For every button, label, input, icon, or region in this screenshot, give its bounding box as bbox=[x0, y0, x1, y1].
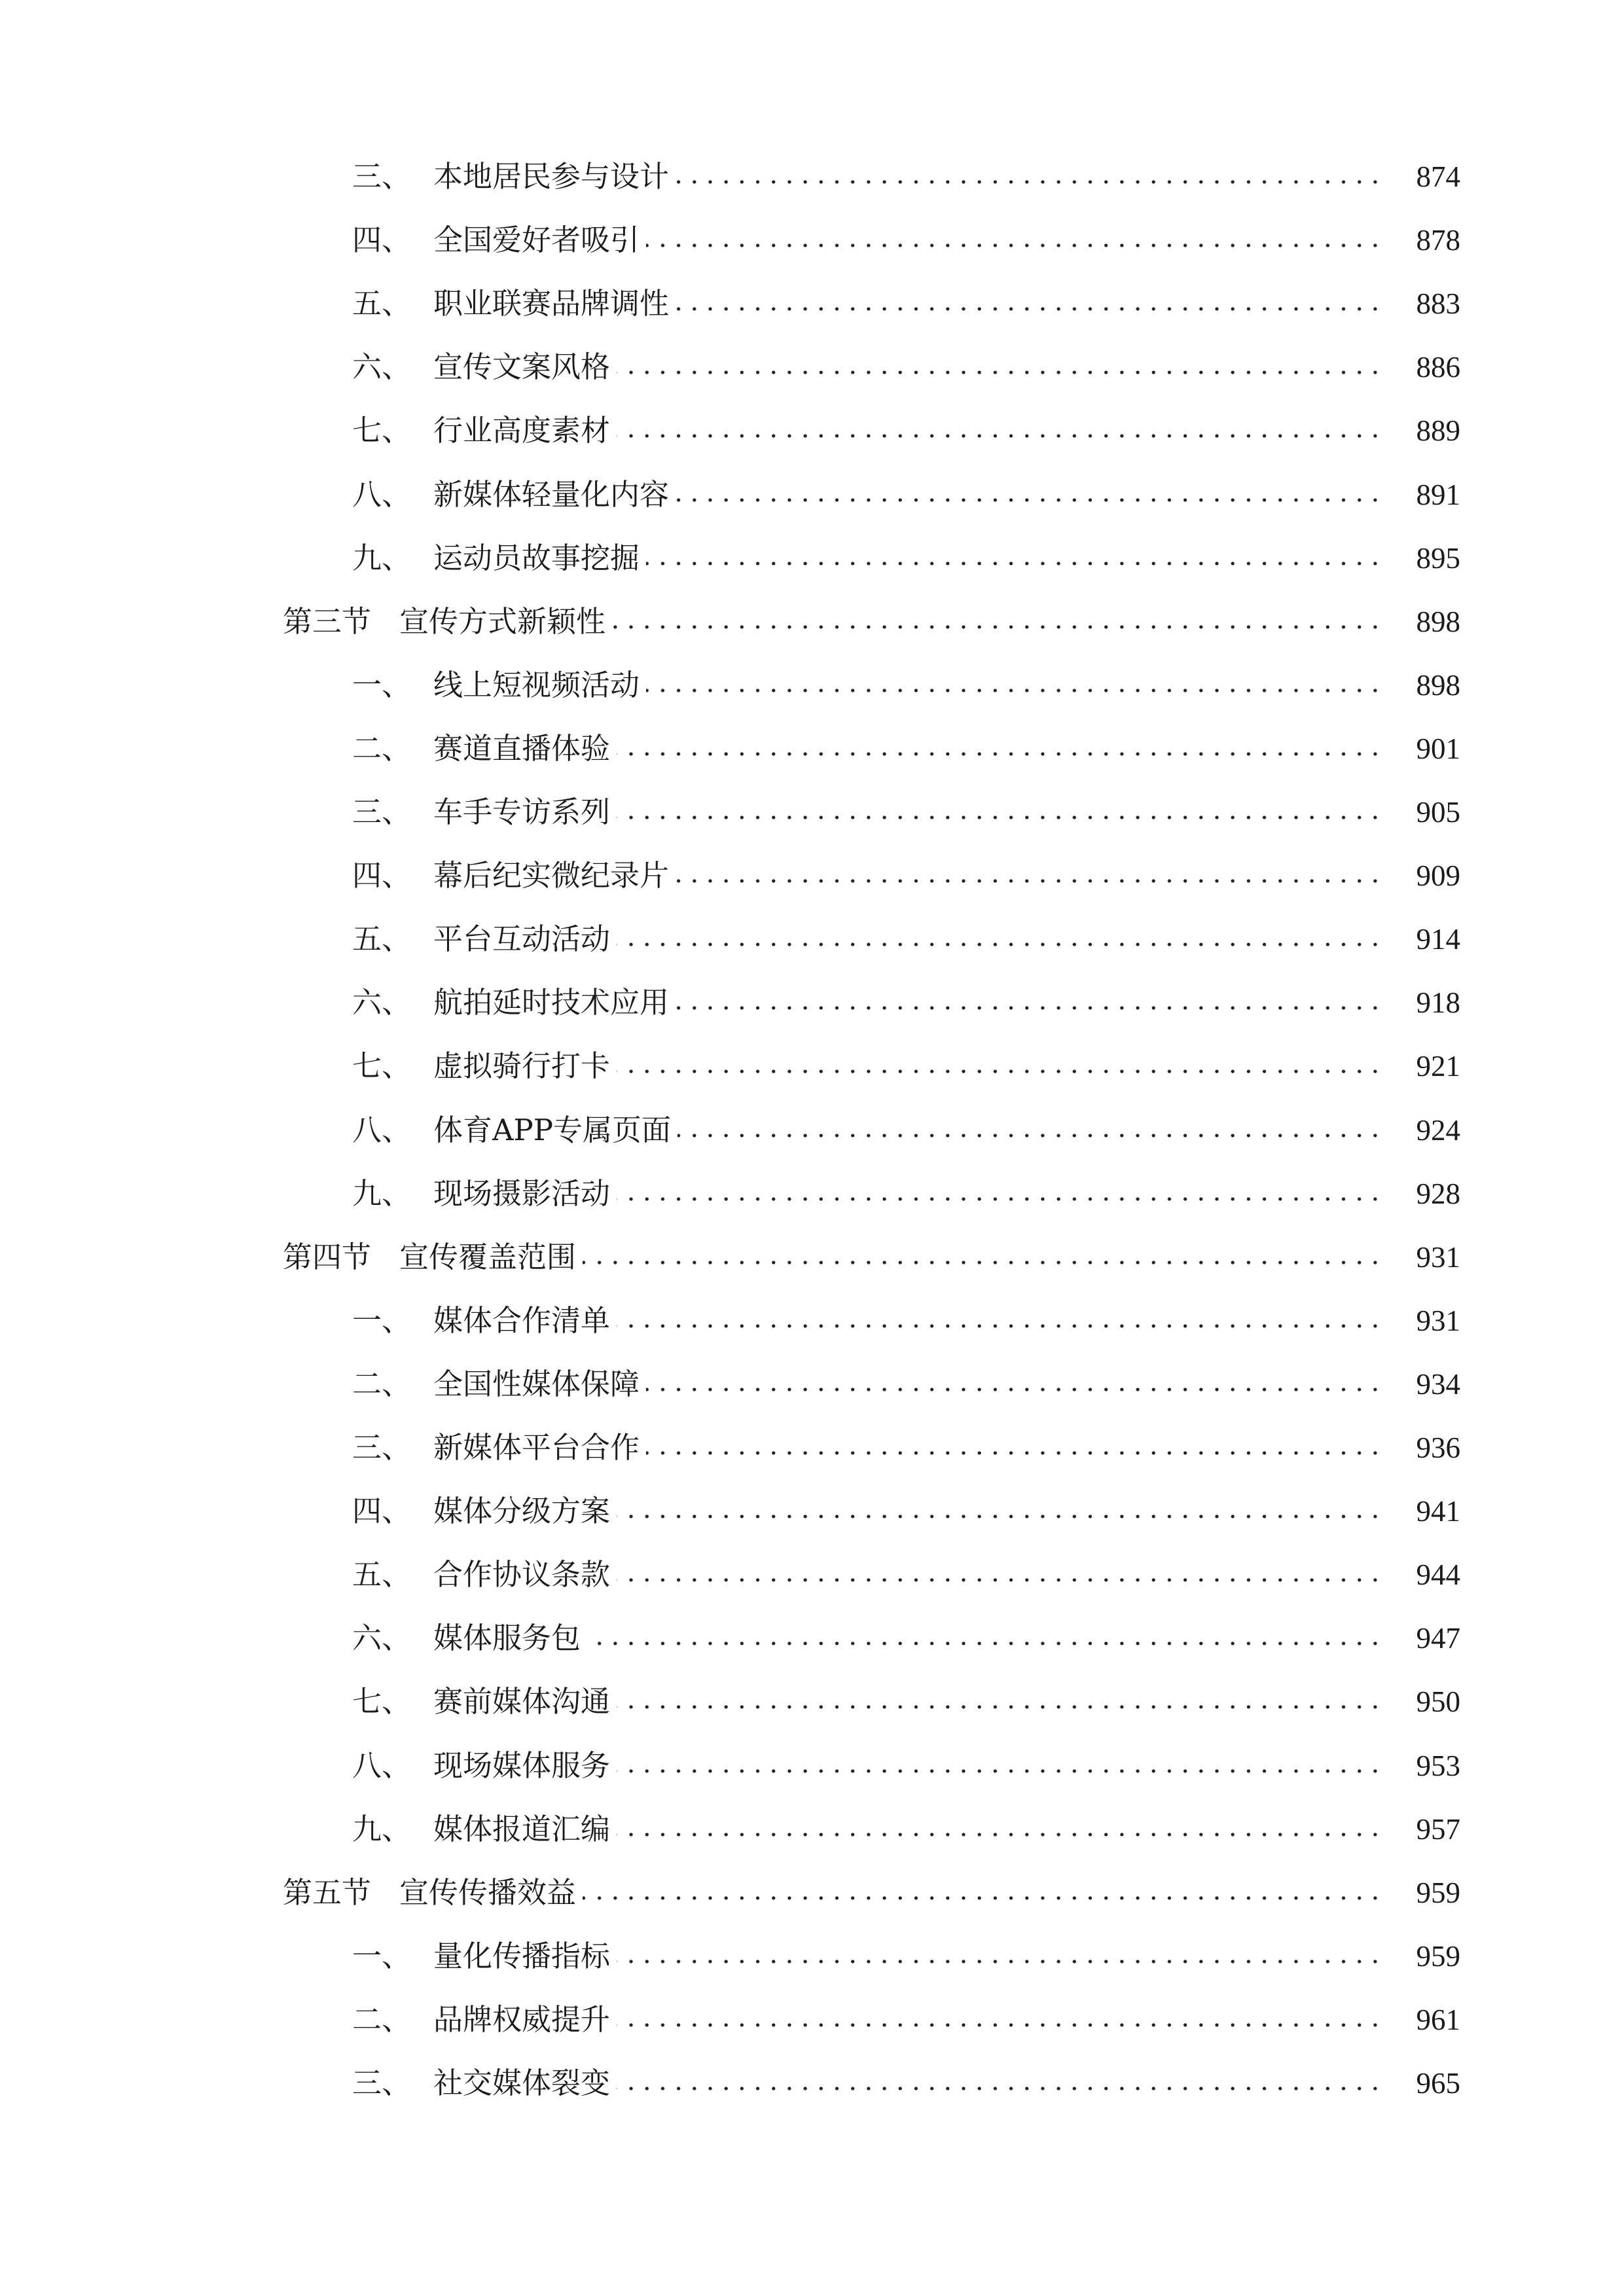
toc-section-entry[interactable] bbox=[0, 1873, 1624, 1912]
toc-subsection-entry[interactable] bbox=[0, 411, 1624, 450]
dot-leader bbox=[617, 1323, 1383, 1329]
toc-entry-page-number: 918 bbox=[1416, 986, 1460, 1019]
toc-entry-title: 幕后纪实微纪录片 bbox=[433, 858, 670, 893]
toc-subsection-entry[interactable] bbox=[0, 1937, 1624, 1976]
toc-entry-page-number: 934 bbox=[1416, 1368, 1460, 1401]
toc-section-entry[interactable] bbox=[0, 602, 1624, 641]
dot-leader bbox=[617, 2085, 1383, 2092]
toc-entry-page-number: 957 bbox=[1416, 1813, 1460, 1846]
toc-entry-title: 新媒体平台合作 bbox=[433, 1430, 640, 1465]
toc-entry-page-number: 886 bbox=[1416, 351, 1460, 384]
toc-entry-title: 品牌权威提升 bbox=[433, 2002, 611, 2037]
toc-entry-title: 量化传播指标 bbox=[433, 1939, 611, 1973]
toc-entry-page-number: 921 bbox=[1416, 1050, 1460, 1083]
toc-entry-page-number: 931 bbox=[1416, 1241, 1460, 1274]
toc-entry-page-number: 898 bbox=[1416, 669, 1460, 702]
toc-entry-title: 宣传方式新颖性 bbox=[399, 604, 606, 639]
toc-subsection-entry[interactable] bbox=[0, 1365, 1624, 1404]
toc-entry-title: 媒体分级方案 bbox=[433, 1494, 611, 1528]
toc-entry-title: 航拍延时技术应用 bbox=[433, 985, 670, 1020]
toc-entry-title: 赛前媒体沟通 bbox=[433, 1684, 611, 1719]
toc-entry-title: 虚拟骑行打卡 bbox=[433, 1049, 611, 1083]
dot-leader bbox=[646, 560, 1383, 567]
toc-entry-page-number: 959 bbox=[1416, 1876, 1460, 1909]
dot-leader bbox=[617, 1768, 1383, 1774]
toc-entry-number: 第五节 bbox=[283, 1875, 372, 1910]
toc-entry-title: 合作协议条款 bbox=[433, 1557, 611, 1592]
toc-entry-title: 社交媒体裂变 bbox=[433, 2066, 611, 2100]
toc-subsection-entry[interactable] bbox=[0, 1746, 1624, 1785]
toc-entry-page-number: 898 bbox=[1416, 605, 1460, 638]
toc-entry-number: 四、 bbox=[352, 223, 412, 257]
toc-subsection-entry[interactable] bbox=[0, 856, 1624, 895]
toc-entry-title: 全国爱好者吸引 bbox=[433, 223, 640, 257]
toc-entry-number: 三、 bbox=[352, 795, 412, 829]
dot-leader bbox=[617, 1196, 1383, 1202]
toc-entry-title: 职业联赛品牌调性 bbox=[433, 286, 670, 321]
toc-subsection-entry[interactable] bbox=[0, 157, 1624, 196]
toc-entry-page-number: 901 bbox=[1416, 732, 1460, 765]
toc-subsection-entry[interactable] bbox=[0, 1428, 1624, 1467]
toc-entry-page-number: 936 bbox=[1416, 1431, 1460, 1464]
toc-entry-number: 第三节 bbox=[283, 604, 372, 639]
toc-entry-number: 七、 bbox=[352, 413, 412, 448]
toc-subsection-entry[interactable] bbox=[0, 1301, 1624, 1340]
toc-entry-page-number: 950 bbox=[1416, 1685, 1460, 1718]
toc-entry-title: 全国性媒体保障 bbox=[433, 1367, 640, 1401]
toc-entry-title: 宣传文案风格 bbox=[433, 350, 611, 384]
toc-entry-page-number: 924 bbox=[1416, 1114, 1460, 1147]
dot-leader bbox=[676, 306, 1383, 312]
toc-entry-number: 六、 bbox=[352, 350, 412, 384]
dot-leader bbox=[646, 687, 1383, 694]
toc-entry-number: 七、 bbox=[352, 1684, 412, 1719]
toc-entry-page-number: 883 bbox=[1416, 287, 1460, 320]
toc-entry-title: 媒体报道汇编 bbox=[433, 1812, 611, 1846]
dot-leader bbox=[617, 1068, 1383, 1075]
toc-subsection-entry[interactable] bbox=[0, 284, 1624, 323]
dot-leader bbox=[676, 497, 1383, 503]
toc-entry-number: 三、 bbox=[352, 2066, 412, 2100]
toc-entry-title: 赛道直播体验 bbox=[433, 731, 611, 766]
toc-entry-title: 体育APP专属页面 bbox=[433, 1113, 672, 1147]
toc-entry-page-number: 914 bbox=[1416, 923, 1460, 956]
toc-entry-title: 宣传传播效益 bbox=[399, 1875, 577, 1910]
toc-entry-page-number: 941 bbox=[1416, 1495, 1460, 1528]
toc-subsection-entry[interactable] bbox=[0, 1555, 1624, 1594]
toc-subsection-entry[interactable] bbox=[0, 1174, 1624, 1213]
toc-entry-title: 本地居民参与设计 bbox=[433, 159, 670, 194]
toc-subsection-entry[interactable] bbox=[0, 1111, 1624, 1150]
dot-leader bbox=[612, 624, 1383, 630]
toc-entry-title: 车手专访系列 bbox=[433, 795, 611, 829]
toc-entry-number: 六、 bbox=[352, 1621, 412, 1655]
toc-entry-page-number: 905 bbox=[1416, 796, 1460, 829]
dot-leader bbox=[676, 1005, 1383, 1011]
toc-entry-page-number: 878 bbox=[1416, 224, 1460, 257]
toc-subsection-entry[interactable] bbox=[0, 539, 1624, 578]
toc-entry-number: 九、 bbox=[352, 1812, 412, 1846]
toc-entry-number: 九、 bbox=[352, 541, 412, 575]
dot-leader bbox=[617, 751, 1383, 757]
toc-entry-page-number: 874 bbox=[1416, 160, 1460, 193]
dot-leader bbox=[617, 1704, 1383, 1710]
toc-entry-number: 八、 bbox=[352, 477, 412, 512]
toc-entry-number: 二、 bbox=[352, 2002, 412, 2037]
toc-entry-number: 一、 bbox=[352, 668, 412, 702]
dot-leader bbox=[617, 1513, 1383, 1520]
toc-entry-page-number: 947 bbox=[1416, 1622, 1460, 1655]
dot-leader bbox=[617, 433, 1383, 439]
toc-subsection-entry[interactable] bbox=[0, 666, 1624, 705]
toc-subsection-entry[interactable] bbox=[0, 983, 1624, 1022]
toc-entry-title: 新媒体轻量化内容 bbox=[433, 477, 670, 512]
toc-entry-title: 运动员故事挖掘 bbox=[433, 541, 640, 575]
toc-subsection-entry[interactable] bbox=[0, 1047, 1624, 1086]
toc-subsection-entry[interactable] bbox=[0, 2064, 1624, 2103]
dot-leader bbox=[617, 941, 1383, 948]
dot-leader bbox=[617, 1831, 1383, 1838]
dot-leader bbox=[676, 878, 1383, 884]
toc-entry-number: 八、 bbox=[352, 1113, 412, 1147]
toc-subsection-entry[interactable] bbox=[0, 793, 1624, 832]
toc-entry-number: 八、 bbox=[352, 1748, 412, 1783]
toc-entry-number: 四、 bbox=[352, 858, 412, 893]
dot-leader bbox=[617, 1958, 1383, 1965]
toc-section-entry[interactable] bbox=[0, 1238, 1624, 1277]
dot-leader bbox=[587, 1640, 1383, 1647]
toc-entry-title: 线上短视频活动 bbox=[433, 668, 640, 702]
toc-subsection-entry[interactable] bbox=[0, 475, 1624, 514]
toc-subsection-entry[interactable] bbox=[0, 729, 1624, 768]
dot-leader bbox=[617, 2022, 1383, 2028]
toc-entry-page-number: 895 bbox=[1416, 542, 1460, 575]
toc-entry-page-number: 909 bbox=[1416, 859, 1460, 892]
toc-entry-title: 平台互动活动 bbox=[433, 922, 611, 956]
dot-leader bbox=[646, 242, 1383, 249]
toc-subsection-entry[interactable] bbox=[0, 1619, 1624, 1658]
toc-entry-number: 第四节 bbox=[283, 1240, 372, 1274]
toc-subsection-entry[interactable] bbox=[0, 2000, 1624, 2039]
toc-entry-title: 宣传覆盖范围 bbox=[399, 1240, 577, 1274]
toc-entry-number: 九、 bbox=[352, 1176, 412, 1211]
toc-entry-number: 七、 bbox=[352, 1049, 412, 1083]
toc-entry-page-number: 965 bbox=[1416, 2067, 1460, 2100]
toc-entry-page-number: 953 bbox=[1416, 1749, 1460, 1782]
toc-entry-page-number: 959 bbox=[1416, 1940, 1460, 1973]
dot-leader bbox=[583, 1895, 1383, 1901]
toc-subsection-entry[interactable] bbox=[0, 221, 1624, 260]
toc-entry-page-number: 889 bbox=[1416, 414, 1460, 447]
toc-entry-title: 媒体合作清单 bbox=[433, 1303, 611, 1338]
toc-subsection-entry[interactable] bbox=[0, 1682, 1624, 1721]
toc-entry-page-number: 928 bbox=[1416, 1177, 1460, 1210]
toc-entry-number: 一、 bbox=[352, 1939, 412, 1973]
toc-entry-number: 六、 bbox=[352, 985, 412, 1020]
toc-entry-number: 五、 bbox=[352, 286, 412, 321]
toc-entry-number: 二、 bbox=[352, 731, 412, 766]
toc-entry-number: 五、 bbox=[352, 922, 412, 956]
dot-leader bbox=[617, 814, 1383, 821]
toc-entry-page-number: 891 bbox=[1416, 478, 1460, 511]
toc-entry-number: 四、 bbox=[352, 1494, 412, 1528]
toc-entry-number: 二、 bbox=[352, 1367, 412, 1401]
toc-subsection-entry[interactable] bbox=[0, 920, 1624, 959]
dot-leader bbox=[617, 1577, 1383, 1583]
toc-entry-page-number: 961 bbox=[1416, 2003, 1460, 2036]
toc-entry-title: 媒体服务包 bbox=[433, 1621, 581, 1655]
toc-entry-page-number: 944 bbox=[1416, 1558, 1460, 1591]
dot-leader bbox=[646, 1386, 1383, 1393]
dot-leader bbox=[677, 1132, 1383, 1139]
toc-subsection-entry[interactable] bbox=[0, 1492, 1624, 1531]
toc-entry-number: 五、 bbox=[352, 1557, 412, 1592]
dot-leader bbox=[617, 369, 1383, 376]
toc-entry-title: 现场媒体服务 bbox=[433, 1748, 611, 1783]
dot-leader bbox=[676, 179, 1383, 185]
toc-entry-title: 行业高度素材 bbox=[433, 413, 611, 448]
toc-subsection-entry[interactable] bbox=[0, 1810, 1624, 1849]
dot-leader bbox=[646, 1450, 1383, 1456]
toc-entry-number: 三、 bbox=[352, 1430, 412, 1465]
toc-entry-number: 三、 bbox=[352, 159, 412, 194]
toc-entry-page-number: 931 bbox=[1416, 1304, 1460, 1337]
dot-leader bbox=[583, 1259, 1383, 1266]
toc-entry-number: 一、 bbox=[352, 1303, 412, 1338]
toc-entry-title: 现场摄影活动 bbox=[433, 1176, 611, 1211]
toc-subsection-entry[interactable] bbox=[0, 348, 1624, 387]
